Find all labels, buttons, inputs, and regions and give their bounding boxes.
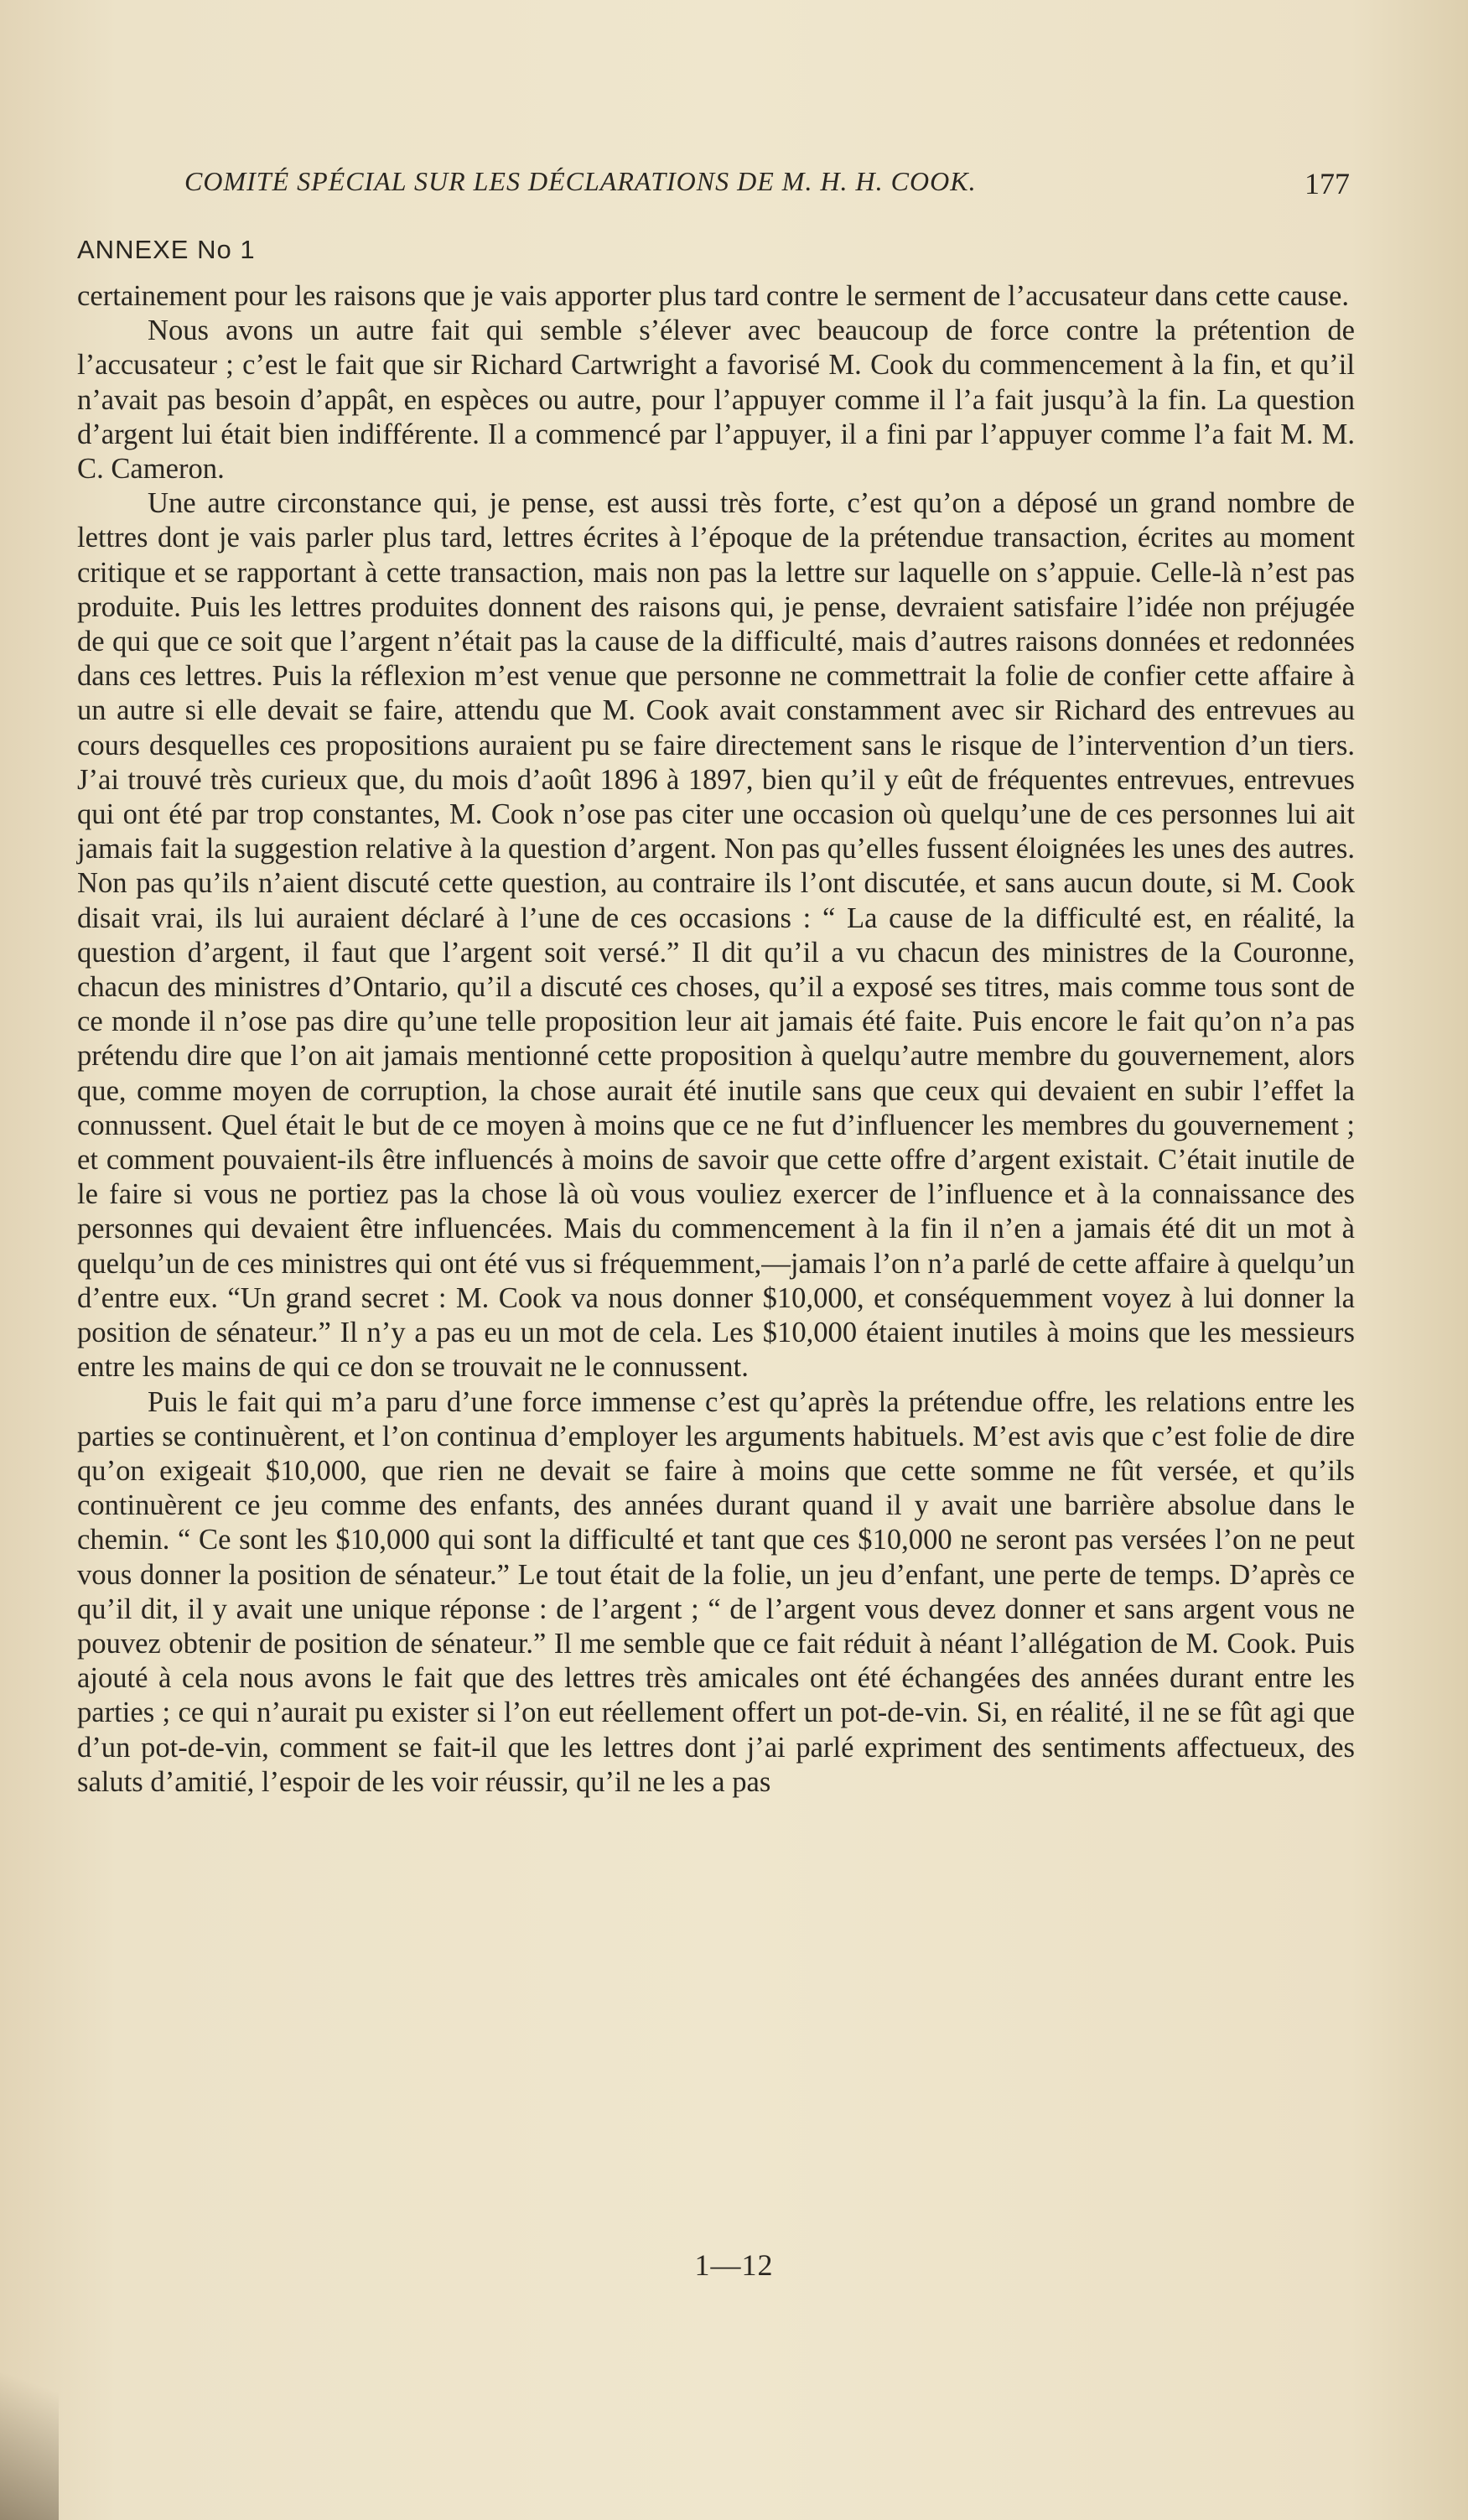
page-number: 177	[1305, 167, 1350, 200]
running-title: COMITÉ SPÉCIAL SUR LES DÉCLARATIONS DE M. H. H. COOK.	[184, 166, 977, 196]
paragraph-4: Puis le fait qui m’a paru d’une force immense c’est qu’après la prétendue offre, les relations entre les parties se continuèrent, et l’on continua d’employer les arguments habituels. M’est avis que c’est folie de dire qu’on exigeait $10,000, que rien ne devait se faire à moins que cette somme ne fût versée, et qu’ils continuèrent ce jeu comme des enfants, des années durant quand il y avait une barrière absolue dans le chemin. “ Ce sont les $10,000 qui sont la difficulté et tant que ces $10,000 ne seront pas versées l’on ne peut vous donner la position de sénateur.” Le tout était de la folie, un jeu d’enfant, une perte de temps. D’après ce qu’il dit, il y avait une unique réponse : de l’argent ; “ de l’argent vous devez donner et sans argent vous ne pouvez obtenir de position de sénateur.” Il me semble que ce fait réduit à néant l’allégation de M. Cook. Puis ajouté à cela nous avons le fait que des lettres très amicales ont été échangées des années durant entre les parties ; ce qui n’aurait pu exister si l’on eut réellement offert un pot-de-vin. Si, en réalité, il ne se fût agi que d’un pot-de-vin, comment se fait-il que les lettres dont j’ai parlé expriment des sentiments affectueux, des saluts d’amitié, l’espoir de les voir réussir, qu’il ne les a pas	[77, 1385, 1355, 1798]
page-edge-shadow	[0, 2168, 59, 2520]
body-text	[77, 279, 1355, 1800]
paragraph-2: Nous avons un autre fait qui semble s’élever avec beaucoup de force contre la prétention de l’accusateur ; c’est le fait que sir Richard Cartwright a favorisé M. Cook du commencement à la fin, et qu’il n’avait pas besoin d’appât, en espèces ou autre, pour l’appuyer comme il l’a fait jusqu’à la fin. La question d’argent lui était bien indifférente. Il a commencé par l’appuyer, il a fini par l’appuyer comme l’a fait M. M. C. Cameron.	[77, 314, 1355, 486]
paragraph-1: certainement pour les raisons que je vais apporter plus tard contre le serment de l’accusateur dans cette cause.	[77, 280, 1349, 312]
paragraph-3: Une autre circonstance qui, je pense, est aussi très forte, c’est qu’on a déposé un grand nombre de lettres dont je vais parler plus tard, lettres écrites à l’époque de la prétendue transaction, écrites au moment critique et se rapportant à cette transaction, mais non pas la lettre sur laquelle on s’appuie. Celle-là n’est pas produite. Puis les lettres produites donnent des raisons qui, je pense, devraient satisfaire l’idée non préjugée de qui que ce soit que l’argent n’était pas la cause de la difficulté, mais d’autres raisons données et redonnées dans ces lettres. Puis la réflexion m’est venue que personne ne commettrait la folie de confier cette affaire à un autre si elle devait se faire, attendu que M. Cook avait constamment avec sir Richard des entrevues au cours desquelles ces propositions auraient pu se faire directement sans le risque de l’intervention d’un tiers. J’ai trouvé très curieux que, du mois d’août 1896 à 1897, bien qu’il y eût de fréquentes entrevues, entrevues qui ont été par trop constantes, M. Cook n’ose pas citer une occasion où quelqu’une de ces personnes lui ait jamais fait la suggestion relative à la question d’argent. Non pas qu’elles fussent éloignées les unes des autres. Non pas qu’ils n’aient discuté cette question, au contraire ils l’ont discutée, et sans aucun doute, si M. Cook disait vrai, ils lui auraient déclaré à l’une de ces occasions : “ La cause de la difficulté est, en réalité, la question d’argent, il faut que l’argent soit versé.” Il dit qu’il a vu chacun des ministres de la Couronne, chacun des ministres d’Ontario, qu’il a discuté ces choses, qu’il a exposé ses titres, mais comme tous sont de ce monde il n’ose pas dire qu’une telle proposition leur ait jamais été faite. Puis encore le fait qu’on n’a pas prétendu dire que l’on ait jamais mentionné cette proposition à quelqu’autre membre du gouvernement, alors que, comme moyen de corruption, la chose aurait été inutile sans que ceux qui devaient en subir l’effet la connussent. Quel était le but de ce moyen à moins que ce ne fut d’influencer les membres du gouvernement ; et comment pouvaient-ils être influencés à moins de savoir que cette offre d’argent existait. C’était inutile de le faire si vous ne portiez pas la chose là où vous vouliez exercer de l’influence et à la connaissance des personnes qui devaient être influencées. Mais du commencement à la fin il n’en a jamais été dit un mot à quelqu’un de ces ministres qui ont été vus si fréquemment,—jamais l’on n’a parlé de cette affaire à quelqu’un d’entre eux. “Un grand secret : M. Cook va nous donner $10,000, et conséquemment voyez à lui donner la position de sénateur.” Il n’y a pas eu un mot de cela. Les $10,000 étaient inutiles à moins que les messieurs entre les mains de qui ce don se trouvait ne le connussent.	[77, 487, 1355, 1384]
annex-label: ANNEXE No 1	[77, 235, 256, 264]
folio-signature: 1—12	[694, 2248, 774, 2282]
